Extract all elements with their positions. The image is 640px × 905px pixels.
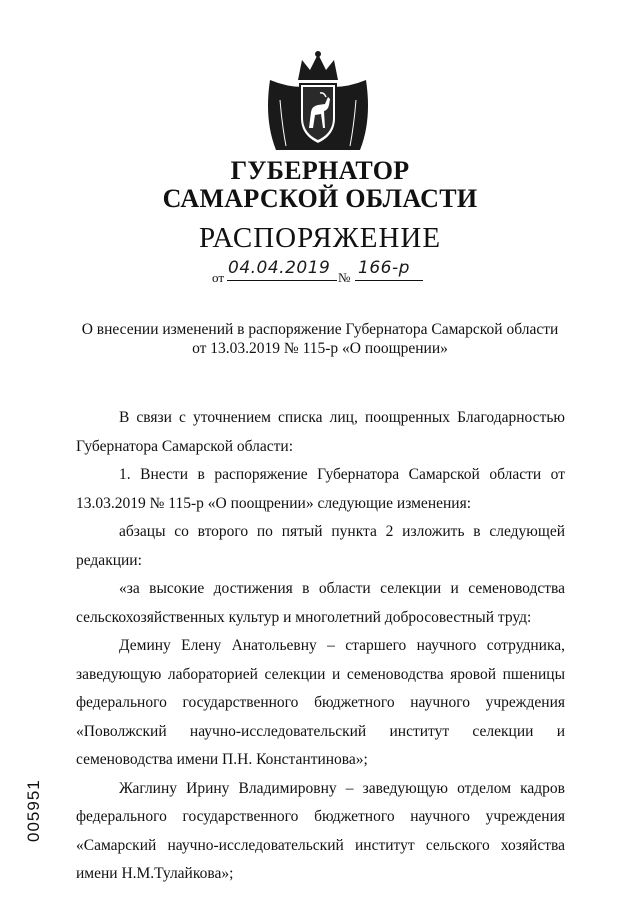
body-paragraph: Демину Елену Анатольевну – старшего научного сотрудника, заведующую лабораторией селекции и семеноводства яровой пшеницы федерального государственного бюджетного научного учреждения «Поволжский научно-исследовательский институт селекции и семеноводства имени П.Н. Константинова»; xyxy=(76,637,565,768)
side-stamp-number: 005951 xyxy=(24,779,43,842)
body-paragraph: В связи с уточнением списка лиц, поощренных Благодарностью Губернатора Самарской области: xyxy=(76,409,565,455)
body-paragraph: 1. Внести в распоряжение Губернатора Самарской области от 13.03.2019 № 115-р «О поощрении» следующие изменения: xyxy=(76,466,565,512)
issuer-line-1: ГУБЕРНАТОР xyxy=(230,156,410,185)
number-underline xyxy=(355,280,423,281)
dateline xyxy=(212,258,452,288)
document-title xyxy=(60,320,580,358)
body-paragraph: Жаглину Ирину Владимировну – заведующую отделом кадров федерального государственного бюджетного научного учреждения «Самарский научно-исследовательский институт сельского хозяйства имени Н.М.Тулайкова»; xyxy=(76,779,565,882)
handwritten-date: 04.04.2019 xyxy=(228,258,331,278)
body-paragraph: абзацы со второго по пятый пункта 2 изложить в следующей редакции: xyxy=(76,523,565,569)
number-label: № xyxy=(338,270,351,285)
samara-coat-of-arms-icon xyxy=(262,50,374,160)
document-body xyxy=(76,404,565,889)
handwritten-number: 166-р xyxy=(358,258,410,278)
body-paragraph: «за высокие достижения в области селекции и семеноводства сельскохозяйственных культур и многолетний добросовестный труд: xyxy=(76,580,565,626)
date-from-label: от xyxy=(212,270,225,285)
title-line: от 13.03.2019 № 115-р «О поощрении» xyxy=(192,340,448,357)
date-underline xyxy=(227,280,337,281)
issuer-line-2: САМАРСКОЙ ОБЛАСТИ xyxy=(162,184,478,213)
title-line: О внесении изменений в распоряжение Губернатора Самарской области xyxy=(81,321,559,338)
document-type: РАСПОРЯЖЕНИЕ xyxy=(198,222,442,254)
